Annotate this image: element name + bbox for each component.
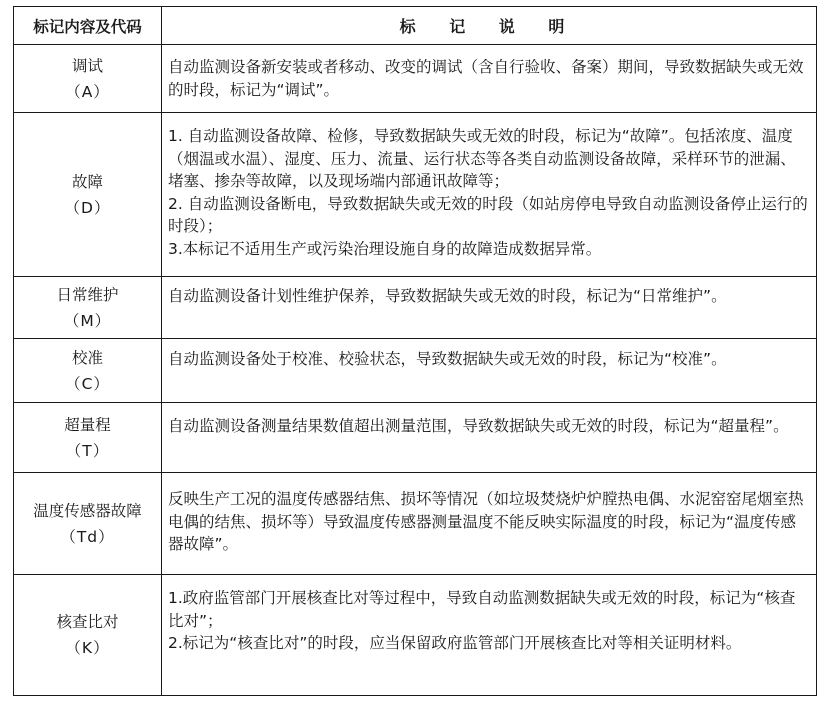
table-row-fault — [14, 113, 816, 277]
description-paragraph: 自动监测设备处于校准、校验状态，导致数据缺失或无效的时段，标记为“校准”。 — [168, 350, 727, 368]
description-paragraph: 自动监测设备计划性维护保养，导致数据缺失或无效的时段，标记为“日常维护”。 — [168, 287, 727, 305]
table-row-temperature-sensor-fault — [14, 473, 816, 575]
row-code: （T） — [65, 441, 110, 460]
row-name: 故障 — [71, 172, 103, 191]
row-code: （D） — [64, 198, 111, 217]
row-name: 温度传感器故障 — [33, 501, 142, 520]
row-code: （M） — [63, 311, 112, 330]
row-description — [162, 575, 816, 695]
row-description — [162, 339, 816, 402]
row-name: 核查比对 — [56, 613, 119, 631]
row-label-cell — [14, 403, 162, 472]
table-row-maintenance — [14, 277, 816, 339]
table-row-verification — [14, 575, 816, 695]
row-label-cell — [14, 277, 162, 338]
row-code: （A） — [65, 82, 110, 101]
header-col-description: 标 记 说 明 — [399, 17, 579, 36]
row-name: 超量程 — [64, 415, 111, 434]
table-header-row — [14, 7, 816, 45]
description-paragraph: 2. 自动监测设备断电，导致数据缺失或无效的时段（如站房停电导致自动监测设备停止运行的时段）； — [168, 194, 808, 235]
description-paragraph: 自动监测设备测量结果数值超出测量范围，导致数据缺失或无效的时段，标记为“超量程”。 — [168, 417, 789, 435]
row-code: （C） — [65, 374, 110, 393]
row-description — [162, 277, 816, 338]
description-paragraph: 自动监测设备新安装或者移动、改变的调试（含自行验收、备案）期间，导致数据缺失或无效的时段，标记为“调试”。 — [168, 58, 804, 99]
row-label-cell — [14, 339, 162, 402]
description-paragraph: 反映生产工况的温度传感器结焦、损坏等情况（如垃圾焚烧炉炉膛热电偶、水泥窑窑尾烟室热电偶的结焦、损坏等）导致温度传感器测量温度不能反映实际温度的时段，标记为“温度传感器故障”。 — [168, 490, 804, 553]
row-description — [162, 45, 816, 112]
table-row-over-range — [14, 403, 816, 473]
table-row-calibration — [14, 339, 816, 403]
row-code: （Td） — [60, 527, 115, 546]
table-row-debug — [14, 45, 816, 113]
row-description — [162, 403, 816, 472]
description-paragraph: 1.政府监管部门开展核查比对等过程中，导致自动监测数据缺失或无效的时段，标记为“核查比对”； — [168, 589, 796, 630]
row-label-cell — [14, 575, 162, 695]
description-paragraph: 2.标记为“核查比对”的时段，应当保留政府监管部门开展核查比对等相关证明材料。 — [168, 634, 742, 652]
row-label-cell — [14, 113, 162, 276]
row-description — [162, 113, 816, 276]
row-name: 校准 — [71, 348, 103, 367]
header-col-code: 标记内容及代码 — [14, 7, 162, 44]
marking-table — [13, 6, 817, 696]
row-label-cell — [14, 473, 162, 574]
row-description — [162, 473, 816, 574]
row-label-cell — [14, 45, 162, 112]
description-paragraph: 1. 自动监测设备故障、检修，导致数据缺失或无效的时段，标记为“故障”。包括浓度、温度（烟温或水温）、湿度、压力、流量、运行状态等各类自动监测设备故障，采样环节的泄漏、堵塞、掺杂等故障，以及现场端内部通讯故障等； — [168, 127, 796, 190]
row-code: （K） — [65, 639, 110, 657]
row-name: 日常维护 — [56, 285, 119, 304]
description-paragraph: 3.本标记不适用生产或污染治理设施自身的故障造成数据异常。 — [168, 239, 602, 258]
row-name: 调试 — [71, 56, 103, 75]
